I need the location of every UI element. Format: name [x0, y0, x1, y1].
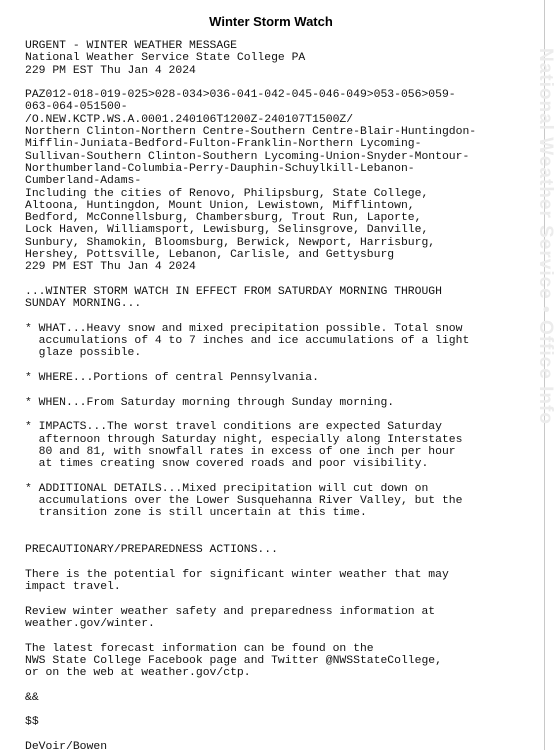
document-title: Winter Storm Watch: [209, 14, 333, 29]
side-watermark: National Weather Service • Office Info: [535, 48, 556, 425]
weather-bulletin-text: URGENT - WINTER WEATHER MESSAGE National Weather Service State College PA 229 PM EST Thu Jan 4 2024 PAZ012-018-019-025>028-034>036-041-042-045-046-049>053-056>059- 063-064-051500- /O.NEW.KCTP.WS.A.0001.240106T1200Z-240107T1500Z/ Northern Clinton-Northern Centre-Southern Centre-Blair-Huntingdon- Mifflin-Juniata-Bedford-Fulton-Franklin-Northern Lycoming- Sullivan-Southern Clinton-Southern Lycoming-Union-Snyder-Montour- Northumberland-Columbia-Perry-Dauphin-Schuylkill-Lebanon- Cumberland-Adams- Including the cities of Renovo, Philipsburg, State College, Altoona, Huntingdon, Mount Union, Lewistown, Mifflintown, Bedford, McConnellsburg, Chambersburg, Trout Run, Laporte, Lock Haven, Williamsport, Lewisburg, Selinsgrove, Danville, Sunbury, Shamokin, Bloomsburg, Berwick, Newport, Harrisburg, Hershey, Pottsville, Lebanon, Carlisle, and Gettysburg 229 PM EST Thu Jan 4 2024 ...WINTER STORM WATCH IN EFFECT FROM SATURDAY MORNING THROUGH SUNDAY MORNING... * WHAT...Heavy snow and mixed precipitation possible. Total snow accumulations of 4 to 7 inches and ice accumulations of a light glaze possible. * WHERE...Portions of central Pennsylvania. * WHEN...From Saturday morning through Sunday morning. * IMPACTS...The worst travel conditions are expected Saturday afternoon through Saturday night, especially along Interstates 80 and 81, with snowfall rates in excess of one inch per hour at times creating snow covered roads and poor visibility. * ADDITIONAL DETAILS...Mixed precipitation will cut down on accumulations over the Lower Susquehanna River Valley, but the transition zone is still uncertain at this time. PRECAUTIONARY/PREPAREDNESS ACTIONS... There is the potential for significant winter weather that may impact travel. Review winter weather safety and preparedness information at weather.gov/winter. The latest forecast information can be found on the NWS State College Facebook page and Twitter @NWSStateCollege, or on the web at weather.gov/ctp. && $$ DeVoir/Bowen: [25, 40, 477, 753]
